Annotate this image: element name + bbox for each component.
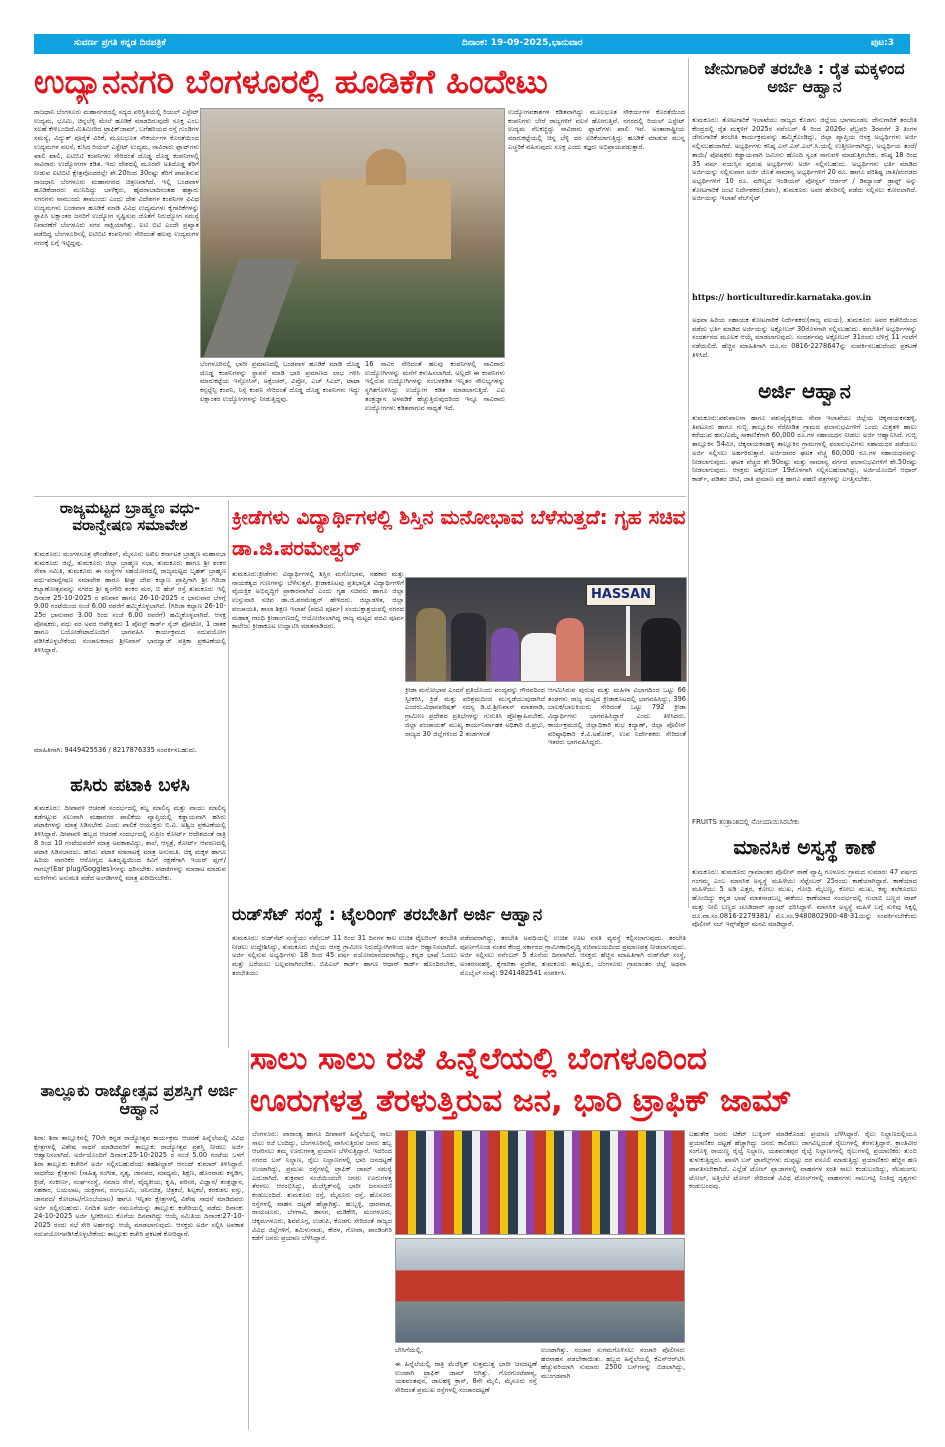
lead-headline: ಉದ್ಯಾನನಗರಿ ಬೆಂಗಳೂರಲ್ಲಿ ಹೂಡಿಕೆಗೆ ಹಿಂದೇಟು <box>34 62 548 101</box>
lead-story-column-4: ಉದ್ಯೋಗವಕಾಶಗಳ ಕಡಿತವಾಗಿದ್ದು ಮೂಲಭೂತ ಸೌಕರ್ಯಗಳ ಕೊರತೆಯಿಂದ ಕಂಪನಿಗಳು ಬೇರೆ ರಾಜ್ಯಗಳಿಗೆ ವಲಸೆ ಹೋಗುತ್ತಿವೆ. ನಗರದಲ್ಲಿ ರಿಯಲ್ ಎಸ್ಟೇಟ್ ಉದ್ಯಮ ನೆಲಕಚ್ಚಿದ್ದು ಸಾವಿರಾರು ಫ್ಲಾಟ್‌ಗಳು ಖಾಲಿ ಇವೆ. ಅಂತಾರಾಷ್ಟ್ರೀಯ ಮಾರುಕಟ್ಟೆಯಲ್ಲಿ ಚಿನ್ನ ಬೆಳ್ಳಿ ದರ ಏರಿಕೆಯಾಗುತ್ತಿದ್ದು ಹೂಡಿಕೆ ಮಾಡುವ ಮುನ್ನ ಎಚ್ಚರಿಕೆ ವಹಿಸುವುದು ಸೂಕ್ತ ಎಂದು ತಜ್ಞರು ಅಭಿಪ್ರಾಯಪಡುತ್ತಾರೆ. <box>508 108 685 151</box>
green-crackers-headline: ಹಸಿರು ಪಟಾಕಿ ಬಳಸಿ <box>70 775 190 796</box>
green-crackers-body: ತುಮಕೂರು: ದೀಪಾವಳಿ ಆಚರಣೆ ಸಂದರ್ಭದಲ್ಲಿ ಶಬ್ದ ಮಾಲಿನ್ಯ ಮತ್ತು ವಾಯು ಮಾಲಿನ್ಯ ತಡೆಗಟ್ಟುವ ಸಲುವಾಗಿ ಮಹಾನಗರ ಪಾಲಿಕೆಯ ವ್ಯಾಪ್ತಿಯಲ್ಲಿ ಕಡ್ಡಾಯವಾಗಿ ಹಸಿರು ಪಟಾಕಿಗಳನ್ನು ಮಾತ್ರ ಸಿಡಿಸಬೇಕು ಎಂದು ಪಾಲಿಕೆ ಆಯುಕ್ತರು ಬಿ.ವಿ. ಅಶ್ವಿಜ ಪ್ರಕಟಣೆಯಲ್ಲಿ ತಿಳಿಸಿದ್ದಾರೆ. ದೀಪಾವಳಿ ಹಬ್ಬದ ಆಚರಣೆ ಸಂದರ್ಭದಲ್ಲಿ ಸುಪ್ರೀಂ ಕೋರ್ಟ್ ಆದೇಶದಂತೆ ರಾತ್ರಿ 8 ರಿಂದ 10 ಗಂಟೆಯವರೆಗೆ ಮಾತ್ರ ಅವಕಾಶವಿದ್ದು, ಶಾಲೆ, ಆಸ್ಪತ್ರೆ, ಕೋರ್ಟ್ ಆವರಣದಲ್ಲಿ ಪಟಾಕಿ ಸಿಡಿಸಬಾರದು. ಹಸಿರು ಪಟಾಕಿ ಮಾರಾಟಕ್ಕೆ ಮಾತ್ರ ಅನುಮತಿ. ಚಿಕ್ಕ ಮಕ್ಕಳ ಹಾಗೂ ಹಿರಿಯ ನಾಗರಿಕರ ಆರೋಗ್ಯದ ಹಿತದೃಷ್ಟಿಯಿಂದ ಕಿವಿಗೆ ರಕ್ಷಣೆಗಾಗಿ ಇಯರ್ ಪ್ಲಗ್/ಗಾಗಲ್ಸ್(Ear plug/Goggles)ಗಳನ್ನು ಧರಿಸಬೇಕು. ಪಟಾಕಿಗಳನ್ನು ಮಾರಾಟ ಮಾಡುವ ಮಳಿಗೆಗಳು ಅನುಮತಿ ಪಡೆದ ಅಂಗಡಿಗಳಲ್ಲಿ ಮಾತ್ರ ಖರೀದಿಸಬೇಕು. <box>34 804 226 882</box>
traffic-headline-line-2: ಊರುಗಳತ್ತ ತೆರಳುತ್ತಿರುವ ಜನ, ಭಾರಿ ಟ್ರಾಫಿಕ್ ಜಾಮ್ <box>250 1083 792 1119</box>
column-divider <box>228 500 229 1048</box>
person-shape <box>416 608 446 682</box>
rajyotsava-award-body: ಶಿರಾ: ಶಿರಾ ತಾಲ್ಲೂಕಿನಲ್ಲಿ 70ನೇ ಕನ್ನಡ ರಾಜ್ಯೋತ್ಸವ ಕಾರ್ಯಕ್ರಮ ಆಚರಣೆ ಹಿನ್ನೆಲೆಯಲ್ಲಿ ವಿವಿಧ ಕ್ಷೇತ್ರಗಳಲ್ಲಿ ವಿಶೇಷ ಸಾಧನೆ ಮಾಡಿದವರಿಗೆ ತಾಲ್ಲೂಕು ರಾಜ್ಯೋತ್ಸವ ಪ್ರಶಸ್ತಿ ನೀಡಲು ಅರ್ಜಿ ಆಹ್ವಾನಿಸಲಾಗಿದೆ. ಅರ್ಜಿಯೊಂದಿಗೆ ದಿನಾಂಕ:25-10-2025 ರ ಸಂಜೆ 5.00 ಗಂಟೆಯ ಒಳಗೆ ಶಿರಾ ತಾಲ್ಲೂಕು ಕಚೇರಿಗೆ ಅರ್ಜಿ ಸಲ್ಲಿಸಬಹುದೆಂದು ತಹಶೀಲ್ದಾರ್ ಆನಂದ್ ಕುಮಾರ್ ತಿಳಿಸಿದ್ದಾರೆ. ಸಾಧನೆಯ ಕ್ಷೇತ್ರಗಳು (ಸಾಹಿತ್ಯ ಸಂಗೀತ, ನೃತ್ಯ, ಜಾನಪದ, ಮಾಧ್ಯಮ, ಶಿಕ್ಷಣ, ಹೊರನಾಡು ಕನ್ನಡಿಗ, ಕ್ರೀಡೆ, ಸಂಕೀರ್ಣ, ಸಂಘ-ಸಂಸ್ಥೆ, ಸಮಾಜ ಸೇವೆ, ವೈದ್ಯಕೀಯ, ಕೃಷಿ, ಪರಿಸರ, ವಿಜ್ಞಾನ/ ತಂತ್ರಜ್ಞಾನ, ಸಹಕಾರ, ಬಯಲಾಟ, ಯಕ್ಷಗಾನ, ರಂಗಭೂಮಿ, ಚಲನಚಿತ್ರ, ಚಿತ್ರಕಲೆ, ಶಿಲ್ಪಕಲೆ, ಕರಕುಶಲ ವಸ್ತು, ಜಾನಪದ/ ಕೋಲಾಟ/ಗೊಂಬೆಯಾಟ) ಹಾಗೂ ಇನ್ನಿತರ ಕ್ಷೇತ್ರಗಳಲ್ಲಿ ವಿಶೇಷ ಸಾಧನೆ ಮಾಡಿದವರು ಅರ್ಜಿ ಸಲ್ಲಿಸಬಹುದು. ನಿಗದಿತ ಅರ್ಜಿ ನಮೂನೆಯನ್ನು ತಾಲ್ಲೂಕು ಕಚೇರಿಯಲ್ಲಿ ಪಡೆದು ದಿನಾಂಕ: 24-10-2025 ಅರ್ಜಿ ಸ್ವೀಕರಿಸಲು ಕೊನೆಯ ದಿನವಾಗಿದ್ದು ಆಯ್ಕೆ ಸಮಿತಿಯ ದಿನಾಂಕ:27-10-2025 ರಂದು ಸಭೆ ಸೇರಿ ಅರ್ಹರನ್ನು ಆಯ್ಕೆ ಮಾಡಲಾಗುವುದು. ಆಸಕ್ತರು ಅರ್ಜಿ ಸಲ್ಲಿಸಿ ಅವಕಾಶ ಸದುಪಯೋಗಪಡಿಸಿಕೊಳ್ಳಬೇಕೆಂದು ತಾಲ್ಲೂಕು ಕಚೇರಿ ಪ್ರಕಟಣೆ ಕೋರಿದ್ದಾರೆ. <box>34 1134 244 1238</box>
lead-photo-caption: ಬೆಂಗಳೂರಿನಲ್ಲಿ ಭಾರೀ ಪ್ರಮಾಣದಲ್ಲಿ ಬಂಡವಾಳ ಹೂಡಿಕೆ ಮಾಡಿ ದೊಡ್ಡ ದೊಡ್ಡ ಕಂಪನಿಗಳನ್ನು ಸ್ಥಾಪನೆ ಮಾಡಿ ಭಾರಿ ಪ್ರಮಾಣದ ಲಾಭ ಗಳಿಸಿ ಮಾರುಕಟ್ಟೆಯ ಇನ್ಫೋಸಿಸ್, ಅಕ್ಸೆಂಚರ್, ವಿಪ್ರೋ, ಎಚ್ ಸಿಎಲ್, ಟಾಟಾ ಕನ್ಸಲ್ಟೆನ್ಸಿ ಕಂಪನಿ, ನಿಸ್ಸೆ ಕಂಪನಿ ಸೇರಿದಂತೆ ದೊಡ್ಡ ದೊಡ್ಡ ಕಂಪನಿಗಳು ಇದ್ದು ಲಕ್ಷಾಂತರ ಉದ್ಯೋಗಗಳನ್ನು ನೀಡುತ್ತಿದ್ದವು. <box>200 360 360 403</box>
paper-name: ಸುವರ್ಣ ಪ್ರಗತಿ ಕನ್ನಡ ದಿನಪತ್ರಿಕೆ <box>74 38 166 48</box>
masthead-bar <box>34 34 910 54</box>
sports-event-photo <box>405 577 687 682</box>
section-divider <box>34 496 686 497</box>
matrimony-meet-body: ತುಮಕೂರು: ಮಂಗಳಸೂತ್ರ ಫೌಂಡೇಶನ್, ಮೈಸೂರು ಅಖಿಲ ಕರ್ನಾಟಕ ಬ್ರಾಹ್ಮಣ ಮಹಾಸಭಾ ತುಮಕೂರು ಜಿಲ್ಲೆ, ತುಮಕೂರು ಜಿಲ್ಲಾ ಬ್ರಾಹ್ಮಣ ಸಭಾ, ತುಮಕೂರು ಹಾಗೂ ಶ್ರೀ ಶಂಕರ ಸೇವಾ ಸಮಿತಿ, ತುಮಕೂರು ಈ ಸಂಸ್ಥೆಗಳ ಸಹಯೋಗದಲ್ಲಿ ರಾಜ್ಯಮಟ್ಟದ ಬೃಹತ್ ಬ್ರಾಹ್ಮಣ ವಧು-ವರಾನ್ವೇಷಣ ಸಮಾವೇಶ ಹಾಗೂ ಶೀಘ್ರ ದೇವ ಕಲ್ಯಾಣ ಪ್ರಾಪ್ತಿಗಾಗಿ ಶ್ರೀ ಗಿರಿಜಾ ಕಲ್ಯಾಣೋತ್ಸವವನ್ನು ನಗರದ ಶ್ರೀ ಶೃಂಗೇರಿ ಶಂಕರ ಮಠ, ಬಿ ಹೆಚ್ ರಸ್ತೆ ತುಮಕೂರು ಇಲ್ಲಿ ದಿನಾಂಕ 25-10-2025 ರ ಶನಿವಾರ ಹಾಗೂ 26-10-2025 ರ ಭಾನುವಾರ ಬೆಳಗ್ಗೆ 9.00 ಗಂಟೆಯಿಂದ ಸಂಜೆ 6.00 ರವರೆಗೆ ಹಮ್ಮಿಕೊಳ್ಳಲಾಗಿದೆ. (ಗಿರಿಜಾ ಕಲ್ಯಾಣ 26-10-25ರ ಭಾನುವಾರ 3.00 ರಿಂದ ಸಂಜೆ 6.00 ರವರೆಗೆ) ಹಮ್ಮಿಕೊಳ್ಳಲಾಗಿದೆ. ಆಸಕ್ತ ಪೋಷಕರು, ವಧು ವರ ಅವರ ಆಪೇಕ್ಷಿತರು 1 ಪೋಸ್ಟ್ ಕಾರ್ಡ್ ಸೈಜ್ ಫೋಟೋ, 1 ಜಾತಕ ಹಾಗೂ ಬಯೋಡೇಟಾದೊಂದಿಗೆ ಭಾಗವಹಿಸಿ ಕಾರ್ಯಕ್ರಮದ ಸದುಪಯೋಗ ಪಡಿಸಿಕೊಳ್ಳಬೇಕೆಂದು ಸಂಚಾಲಕರಾದ ಶ್ರೀನಿವಾಸ್ ಭಾರದ್ವಾಜ್ ಪತ್ರಿಕಾ ಪ್ರಕಟಣೆಯಲ್ಲಿ ತಿಳಿಸಿದ್ದಾರೆ. <box>34 550 226 654</box>
sign-pole <box>626 606 630 676</box>
person-shape <box>491 628 519 682</box>
person-shape <box>556 618 584 682</box>
traffic-story-column-3: ಬಹುತೇಕ ಜನರು ಟಿಕೆಟ್ ಬುಕ್ಕಿಂಗ್ ಮಾಡಿಕೊಂಡು ಪ್ರಯಾಣ ಬೆಳೆಸಿದ್ದಾರೆ. ರೈಲು ನಿಲ್ದಾಣದಲ್ಲಿಯೂ ಪ್ರಯಾಣಿಕರ ದಟ್ಟಣೆ ಹೆಚ್ಚಾಗಿದ್ದು ಜನರು ಕಾಲಿಡಲು ಜಾಗವಿಲ್ಲದಂತೆ ರೈಲುಗಳಲ್ಲಿ ತೆರಳುತ್ತಿದ್ದಾರೆ. ಕ್ರಾಂತಿವೀರ ಸಂಗೊಳ್ಳಿ ರಾಯಣ್ಣ ರೈಲ್ವೆ ನಿಲ್ದಾಣ, ಯಶವಂತಪುರ ರೈಲ್ವೆ ನಿಲ್ದಾಣಗಳಲ್ಲಿ ರೈಲುಗಳಲ್ಲಿ ಪ್ರಯಾಣಿಕರು ತುಂಬಿ ತುಳುಕುತ್ತಿದ್ದರು. ಖಾಸಗಿ ಬಸ್ ಟ್ರಾವೆಲ್ಸ್‌ಗಳು ದುಪ್ಪಟ್ಟು ದರ ವಸೂಲಿ ಮಾಡುತ್ತಿದ್ದು ಪ್ರಯಾಣಿಕರು ಹೆಚ್ಚಿನ ಹಣ ಪಾವತಿಸಬೇಕಾಗಿದೆ. ಎಲ್ಲೆಡೆ ಟೋಲ್ ಪ್ಲಾಜಾಗಳಲ್ಲಿ ವಾಹನಗಳ ಸರತಿ ಸಾಲು ಕಂಡುಬಂದಿದ್ದು, ನೆಲಮಂಗಲ ಟೋಲ್, ಅತ್ತಿಬೆಲೆ ಟೋಲ್ ಸೇರಿದಂತೆ ವಿವಿಧ ಟೋಲ್‌ಗಳಲ್ಲಿ ವಾಹನಗಳು ಸಾಲುಗಟ್ಟಿ ನಿಂತಿದ್ದ ದೃಶ್ಯಗಳು ಕಂಡುಬಂದವು. <box>689 1130 917 1191</box>
sports-headline: ಕ್ರೀಡೆಗಳು ವಿದ್ಯಾರ್ಥಿಗಳಲ್ಲಿ ಶಿಸ್ತಿನ ಮನೋಭಾವ ಬೆಳೆಸುತ್ತದೆ: ಗೃಹ ಸಚಿವ ಡಾ.ಜಿ.ಪರಮೇಶ್ವರ್ <box>232 505 686 560</box>
sports-story-column-1: ತುಮಕೂರು:ಕ್ರೀಡೆಗಳು ವಿದ್ಯಾರ್ಥಿಗಳಲ್ಲಿ ಶಿಸ್ತಿನ ಮನೋಭಾವ, ಸಹಕಾರ ಮತ್ತು ನಾಯಕತ್ವದ ಗುಣಗಳನ್ನು ಬೆಳೆಸುತ್ತವೆ. ಕ್ರೀಡಾಕೂಟವು ಪ್ರತಿಭಾನ್ವಿತ ವಿದ್ಯಾರ್ಥಿಗಳಿಗೆ ವೈಯಕ್ತಿಕ ಅಭಿವೃದ್ಧಿಗೆ ಪ್ರಾಕಾರವಾಗಿದೆ ಎಂದು ಗೃಹ ಸಚಿವರು ಹಾಗೂ ಜಿಲ್ಲಾ ಉಸ್ತುವಾರಿ ಸಚಿವ ಡಾ.ಜಿ.ಪರಮೇಶ್ವರ್ ಹೇಳಿದರು. ಜಿಲ್ಲಾಡಳಿತ, ಜಿಲ್ಲಾ ಪಂಚಾಯತಿ, ಶಾಲಾ ಶಿಕ್ಷಣ ಇಲಾಖೆ (ಪದವಿ ಪೂರ್ವ) ಸಂಯುಕ್ತಾಶ್ರಯದಲ್ಲಿ ನಗರದ ಮಹಾತ್ಮ ಗಾಂಧಿ ಕ್ರೀಡಾಂಗಣದಲ್ಲಿ ಆಯೋಜಿಸಲಾಗಿದ್ದ ರಾಜ್ಯ ಮಟ್ಟದ ಪದವಿ ಪೂರ್ವ ಕಾಲೇಜು ಕ್ರೀಡಾಕೂಟ ಉದ್ಘಾಟಿಸಿ ಮಾತನಾಡಿದರು. <box>232 570 404 631</box>
building-shape <box>321 179 451 259</box>
missing-woman-body: ತುಮಕೂರು: ತುಮಕೂರು ಗ್ರಾಮಾಂತರ ಪೊಲೀಸ್ ಠಾಣೆ ವ್ಯಾಪ್ತಿ ಗೂಳೂರು ಗ್ರಾಮದ ಸುಮಾರು 47 ವರ್ಷದ ಗಂಗಮ್ಮ ಎಂಬ ಮಾನಸಿಕ ಅಸ್ವಸ್ಥೆ ಮಹಿಳೆಯು ಸೆಪ್ಟೆಂಬರ್ 25ರಂದು ಕಾಣೆಯಾಗಿದ್ದಾರೆ. ಕಾಣೆಯಾದ ಮಹಿಳೆಯು 5 ಅಡಿ ಎತ್ತರ, ಕೋಲು ಮುಖ, ಗೋಧಿ ಮೈಬಣ್ಣ, ಕೋಲು ಮುಖ, ಕಪ್ಪು ತಲೆಕೂದಲು ಹೊಂದಿದ್ದು ಕನ್ನಡ ಭಾಷೆ ಮಾತನಾಡಬಲ್ಲ ಈಕೆಯು ಕಾಣೆಯಾದ ಸಂದರ್ಭದಲ್ಲಿ ಗುಲಾಬಿ ಬಣ್ಣದ ಟಾಪ್ ಮತ್ತು ನೀಲಿ ಬಣ್ಣದ ಚೂಡಿದಾರ್ ಪ್ಯಾಂಟ್ ಧರಿಸಿದ್ದಾಳೆ. ಮಾನಸಿಕ ಅಸ್ವಸ್ಥೆ ಮಹಿಳೆ ಬಗ್ಗೆ ಸುಳಿವು ಸಿಕ್ಕಲ್ಲಿ ದೂ.ವಾ.ಸಂ.0816-2279381/ ಮೊ.ಸಂ.9480802900-48-31ಯನ್ನು ಸಂಪರ್ಕಿಸಬೇಕೆಂದು ಪೊಲೀಸ್ ಸಬ್ ಇನ್ಸ್‌ಪೆಕ್ಟರ್ ಮನವಿ ಮಾಡಿದ್ದಾರೆ. <box>692 868 917 929</box>
bangalore-vidhana-soudha-photo <box>200 108 505 358</box>
honeybee-training-headline: ಜೇನುಗಾರಿಕೆ ತರಬೇತಿ : ರೈತ ಮಕ್ಕಳಿಂದ ಅರ್ಜಿ ಆಹ್ವಾನ <box>704 59 905 97</box>
matrimony-meet-contact: ಮಾಹಿತಿಗಾಗಿ: 9449425536 / 8217876335 ಸಂಪರ್ಕಿಸಬಹುದು. <box>34 746 198 754</box>
matrimony-meet-headline: ರಾಜ್ಯಮಟ್ಟದ ಬ್ರಾಹ್ಮಣ ವಧು-ವರಾನ್ವೇಷಣ ಸಮಾವೇಶ <box>59 499 201 535</box>
traffic-caption-2: ಈ ಹಿನ್ನೆಲೆಯಲ್ಲಿ ರಾತ್ರಿ ಮೆಜೆಸ್ಟಿಕ್ ಸುತ್ತಮುತ್ತ ಭಾರೀ ಜನದಟ್ಟಣೆ ಉಂಟಾಗಿ ಟ್ರಾಫಿಕ್ ಜಾಮ್ ಆಗಿತ್ತು. ಗೊರಗುಂಟೆಪಾಳ್ಯ, ಯಶವಂತಪುರ, ಜಾಲಹಳ್ಳಿ ಕ್ರಾಸ್, 8ನೇ ಮೈಲಿ, ಮೈಸೂರು ರಸ್ತೆ ಸೇರಿದಂತೆ ಪ್ರಮುಖ ರಸ್ತೆಗಳಲ್ಲಿ ಸಂಚಾರದಟ್ಟಣೆ <box>395 1360 537 1395</box>
sports-story-column-3: ಆಗಮಿಸಿರುವ ಪುರುಷ ಮತ್ತು ಮಹಿಳಾ ವಿಭಾಗದಿಂದ ಒಟ್ಟು 66 ತಂಡಗಳು ರಾಜ್ಯ ಮಟ್ಟದ ಕ್ರೀಡಾಕೂಟದಲ್ಲಿ ಭಾಗವಹಿಸಿದ್ದು, 396 ಬಾಲಕ/ಬಾಲಕಿಯರು ಸೇರಿದಂತೆ ಒಟ್ಟು 792 ಕ್ರೀಡಾ ವಿದ್ಯಾರ್ಥಿಗಳು ಭಾಗವಹಿಸಿದ್ದಾರೆ ಎಂದು ತಿಳಿಸಿದರು. ಕಾರ್ಯಕ್ರಮದಲ್ಲಿ ಜಿಲ್ಲಾಧಿಕಾರಿ ಶುಭ ಕಲ್ಯಾಣ್, ಜಿಲ್ಲಾ ಪೊಲೀಸ್ ವರಿಷ್ಠಾಧಿಕಾರಿ ಕೆ.ವಿ.ಅಶೋಕ್, ಉಪ ನಿರ್ದೇಶಕರು ಸೇರಿದಂತೆ ಇತರರು ಭಾಗವಹಿಸಿದ್ದರು. <box>548 686 686 747</box>
horticulture-website-link[interactable]: https:// horticulturedir.karnataka.gov.in <box>692 292 872 302</box>
tailoring-training-column-2: ಪಡೆದವರಾಗಿದ್ದು, ತರಬೇತಿ ಅವಧಿಯಲ್ಲಿ ಉಚಿತ ಊಟ ವಸತಿ ವ್ಯವಸ್ಥೆ ಕಲ್ಪಿಸಲಾಗುವುದು. ತರಬೇತಿ ಪೂರ್ಣಗೊಂಡ ನಂತರ ಕೇಂದ್ರ ಸರ್ಕಾರದ ಗ್ರಾಮೀಣಾಭಿವೃದ್ಧಿ ಸಚಿವಾಲಯದಿಂದ ಪ್ರಮಾಣಪತ್ರ ನೀಡಲಾಗುವುದು. ಅರ್ಜಿ ಸಲ್ಲಿಸಲು ನವೆಂಬರ್ 5 ಕೊನೆಯ ದಿನವಾಗಿದೆ. ಆಸಕ್ತರು ಹೆಚ್ಚಿನ ಮಾಹಿತಿಗಾಗಿ ರುಡ್‌ಸೆಟ್ ಸಂಸ್ಥೆ, ಅಂತರಸನಹಳ್ಳಿ, ಕೈಗಾರಿಕಾ ಪ್ರದೇಶ, ತುಮಕೂರು ತಾಲ್ಲೂಕು, ಬೆಂಗಳೂರು ಗ್ರಾಮಾಂತರ ಜಿಲ್ಲೆ ಅಥವಾ ಮೊಬೈಲ್ ಸಂಖ್ಯೆ: 9241482541 ಸಂಪರ್ಕಿಸಿ. <box>460 934 686 977</box>
fruits-registration-note: FRUITS ತಂತ್ರಾಂಶದಲ್ಲಿ ನೋಂದಾಯಿಸಿರಬೇಕು <box>692 818 800 826</box>
column-divider <box>248 1050 249 1430</box>
person-shape <box>641 618 681 682</box>
sports-photo-caption: ಕ್ರೀಡಾ ಮನೋಭಾವ ಎಂದರೆ ಪ್ರತಿಯೊಂದು ಪಂದ್ಯವನ್ನು ಗೌರವದಿಂದ ಸ್ವೀಕರಿಸಿ, ಕ್ರಿಡೆ ಮತ್ತು ಪರಿಶ್ರಮದಿಂದ ಮುನ್ನಡೆಯುವುದಾಗಿದೆ ಎಂದರು.ವಿಧಾನಪರಿಷತ್ ಸದಸ್ಯ ಡಿ.ಟಿ.ಶ್ರೀನಿವಾಸ್ ಮಾತನಾಡಿ, ಗ್ರಾಮೀಣ ಪ್ರದೇಶದ ಪ್ರತಿಭೆಗಳನ್ನು ಗುರುತಿಸಿ ಪ್ರೋತ್ಸಾಹಿಸಬೇಕು. ಜಿಲ್ಲಾ ಪಂಚಾಯತ್ ಮುಖ್ಯ ಕಾರ್ಯನಿರ್ವಾಹಕ ಅಧಿಕಾರಿ ಜಿ.ಪ್ರಭು, ರಾಜ್ಯದ 30 ಜಿಲ್ಲೆಗಳಿಂದ 2 ತಂಡಗಳಂತೆ <box>405 686 545 738</box>
crowd-at-bus-station-photo <box>395 1130 685 1235</box>
tailoring-training-headline: ರುಡ್‌ಸೆಟ್ ಸಂಸ್ಥೆ : ಟೈಲರಿಂಗ್ ತರಬೇತಿಗೆ ಅರ್ಜಿ ಆಹ್ವಾನ <box>232 906 543 925</box>
tailoring-training-column-1: ತುಮಕೂರು: ರುಡ್‌ಸೆಟ್ ಸಂಸ್ಥೆಯು ನವೆಂಬರ್ 11 ರಿಂದ 31 ದಿನಗಳ ಕಾಲ ಉಚಿತ ಟೈಲರಿಂಗ್ ತರಬೇತಿ ನೀಡಲು ಉದ್ದೇಶಿಸಿದ್ದು, ತುಮಕೂರು ಜಿಲ್ಲೆಯ ಆಸಕ್ತ ಗ್ರಾಮೀಣ ನಿರುದ್ಯೋಗಿಗಳಿಂದ ಅರ್ಜಿ ಆಹ್ವಾನಿಸಲಾಗಿದೆ. ಅರ್ಜಿ ಸಲ್ಲಿಸುವ ಅಭ್ಯರ್ಥಿಗಳು 18 ರಿಂದ 45 ವರ್ಷ ವಯೋಮಾನದವರಾಗಿದ್ದು, ಕನ್ನಡ ಭಾಷೆ ಓದಲು ಮತ್ತು ಬರೆಯಲು ಬಲ್ಲವರಾಗಿರಬೇಕು. ಬಿಪಿಎಲ್ ಕಾರ್ಡ್ ಹಾಗೂ ಆಧಾರ್ ಕಾರ್ಡ್ ಹೊಂದಿರಬೇಕು, ತರಬೇತಿಯು <box>232 934 457 977</box>
lead-story-column-1: ರಾಜಧಾನಿ ಬೆಂಗಳೂರು ಮಹಾನಗರದಲ್ಲಿ ಸದ್ಯದ ಪರಿಸ್ಥಿತಿಯಲ್ಲಿ ರಿಯಲ್ ಎಸ್ಟೇಟ್ ಉದ್ಯಮ, ಭೂಮಿ, ಚಿನ್ನಬೆಳ್ಳಿ ಮೇಲೆ ಹೂಡಿಕೆ ಮಾಡದಿರುವುದೇ ಸೂಕ್ತ ಎಂಬ ಸಲಹೆ ಕೇಳಿಬಂದಿದೆ.ಮಿತಿಮೀರಿದ ಟ್ರಾಫಿಕ್‌ಜಾಮ್, ಬಗೆಹರಿಯದ ರಸ್ತೆ ಗುಂಡಿಗಳ ಸಮಸ್ಯೆ, ವಿದ್ಯುತ್ ಪೂರೈಕೆ ವಿರಿಕೆ, ಮೂಲಭೂತ ಸೌಕರ್ಯಗಳ ಕೊರತೆಯಿಂದ ಉದ್ಯಮಗಳ ವಲಸೆ, ಕುಸಿದ ರಿಯಲ್ ಎಸ್ಟೇಟ್ ಉದ್ಯಮ, ಸಾವಿರಾರು ಫ್ಲಾಟ್‌ಗಳು ಖಾಲಿ ಖಾಲಿ, ಐಟಿಬಿಟಿ ಕಂಪನಿಗಳು ಸೇರಿದಂತೆ ದೊಡ್ಡ ದೊಡ್ಡ ಕಂಪನಿಗಳಲ್ಲಿ ಸಾವಿರಾರು ಉದ್ಯೋಗಗಳ ಕಡಿತ. ಇದು ದೇಶದಲ್ಲಿ ಮೂರನೇ ಅತಿದೊಡ್ಡ ತೆರಿಗೆ ನೀಡುವ ಐಟಿಬಿಟಿ ಕ್ಷೇತ್ರವೊಂದರಲ್ಲೇ ಶೇ.20ರಿಂದ 30ರಷ್ಟು ತೆರಿಗೆ ಪಾವತಿಸುವ ರಾಜಧಾನಿ ಬೆಂಗಳೂರು ಮಹಾನಗರದ ಚಿತ್ರಣವಾಗಿದೆ. ಇಲ್ಲಿ ಬಂಡವಾಳ ಹೂಡಿಕೆದಾರರು ಮುನಿದಿದ್ದು ಬಾಳೆಕ್ಕರು, ಹೈದರಾಬಾದಿನಂತಹ ಹತ್ತಾರು ನಗರಗಳು ನಾಮುಂದು ತಾಮುಂದು ಎಂದು ದೇಶ ವಿದೇಶಗಳ ಕಂಪನಿಗಳ ವಿವಿಧ ಉದ್ಯಮಗಳು ಬಂಡವಾಳ ಹೂಡಿಕೆ ಮಾಡಿ ವಿವಿಧ ಉದ್ಯಮಗಳು ಕೈಗಾರಿಕೆಗಳನ್ನು ಸ್ಥಾಪಿಸಿ ಲಕ್ಷಾಂತರ ಜನರಿಗೆ ಉದ್ಯೋಗ ಸೃಷ್ಟಿಸುವ ಜೊತೆಗೆ ನಿರುದ್ಯೋಗ ಸಮಸ್ಯೆ ನಿವಾರಣೆಗೆ ಬೆಂಗಳೂರು ನಗರ ಸಾಕ್ಷಿಯಾಗಿತ್ತು. ಐಟಿ ಬಿಟಿ ಎಂದೇ ಪ್ರಖ್ಯಾತ ಪಡೆದಿದ್ದ ಬೆಂಗಳೂರಿನಲ್ಲಿ ಐಟಿಬಿಟಿ ಕಂಪನಿಗಳು ಸೇರಿದಂತೆ ಹಲವು ಉದ್ಯಮಗಳ ನಗರಕ್ಕೆ ಲಗ್ಗೆ ಇಟ್ಟಿದ್ದವು. <box>34 108 199 247</box>
hassan-sign: HASSAN <box>586 584 656 606</box>
missing-woman-headline: ಮಾನಸಿಕ ಅಸ್ವಸ್ಥೆ ಕಾಣೆ <box>733 835 876 859</box>
rajyotsava-award-headline: ತಾಲ್ಲೂಕು ರಾಜ್ಯೋತ್ಸವ ಪ್ರಶಸ್ತಿಗೆ ಅರ್ಜಿ ಆಹ್ವಾನ <box>40 1081 238 1119</box>
honeybee-training-body-continued: ಅಥವಾ ಹಿರಿಯ ಸಹಾಯಕ ತೋಟಗಾರಿಕೆ ನಿರ್ದೇಶಕರು(ರಾಜ್ಯ ವಲಯ), ತುಮಕೂರು ಅವರ ಕಚೇರಿಯಿಂದ ಪಡೆದು ಭರ್ತಿ ಮಾಡಿದ ಅರ್ಜಿಯನ್ನು ಅಕ್ಟೋಬರ್ 30ರೊಳಗಾಗಿ ಸಲ್ಲಿಸಬಹುದು. ತರಬೇತಿಗೆ ಅಭ್ಯರ್ಥಿಗಳನ್ನು ಸಂದರ್ಶನದ ಮೂಲಕ ಆಯ್ಕೆ ಮಾಡಲಾಗುವುದು. ಸಂದರ್ಶನವು ಅಕ್ಟೋಬರ್ 31ರಂದು ಬೆಳಿಗ್ಗೆ 11 ಗಂಟೆಗೆ ನಡೆಯಲಿದೆ. ಹೆಚ್ಚಿನ ಮಾಹಿತಿಗಾಗಿ ದೂ.ಸಂ 0816-2278647ನ್ನು ಸಂಪರ್ಕಿಸಬಹುದೆಂದು ಪ್ರಕಟಣೆ ತಿಳಿಸಿದೆ. <box>692 316 917 359</box>
traffic-headline-line-1: ಸಾಲು ಸಾಲು ರಜೆ ಹಿನ್ನೆಲೆಯಲ್ಲಿ ಬೆಂಗಳೂರಿಂದ <box>250 1041 707 1077</box>
lead-story-column-3: 16 ಸಾವಿರ ಸೇರಿದಂತೆ ಹಲವು ಕಂಪನಿಗಳಲ್ಲಿ ಸಾವಿರಾರು ಉದ್ಯೋಗಿಗಳನ್ನು ಮನೆಗೆ ಕಳುಹಿಸಲಾಗಿದೆ. ಅಲ್ಲದೇ ಈ ಕಂಪನಿಗಳು ಇಲ್ಲಿರುವ ಉದ್ಯೋಗಿಗಳನ್ನು ಸಂಬಳಕಡಿತ ಇನ್ನಿತರ ಸೌಲಭ್ಯಗಳನ್ನು ಸ್ಥಗಿತಗೊಳಿಸಿದ್ದು ಉದ್ಯೋಗ ಕಡಿತ ಮಾಡಲಾಗುತ್ತಿದೆ. ಎಐ ತಂತ್ರಜ್ಞಾನ ಅಳವಡಿಕೆ ಹೆಚ್ಚುತ್ತಿರುವುದರಿಂದ ಇನ್ನೂ ಸಾವಿರಾರು ಉದ್ಯೋಗಗಳು ಕಡಿತವಾಗುವ ಸಾಧ್ಯತೆ ಇದೆ. <box>365 360 505 412</box>
application-invited-headline: ಅರ್ಜಿ ಆಹ್ವಾನ <box>758 379 851 403</box>
traffic-caption-1: ಬೇಸಿಗೆಯಲ್ಲಿ. <box>395 1346 423 1354</box>
person-shape <box>521 633 561 682</box>
issue-date: ದಿನಾಂಕ: 19-09-2025,ಭಾನುವಾರ <box>462 38 583 48</box>
column-divider <box>688 58 689 908</box>
traffic-story-column-1: ಬೆಂಗಳೂರು: ವಾರಾಂತ್ಯ ಹಾಗೂ ದೀಪಾವಳಿ ಹಿನ್ನೆಲೆಯಲ್ಲಿ ಸಾಲು ಸಾಲು ರಜೆ ಬಂದಿದ್ದು, ಬೆಂಗಳೂರಿನಲ್ಲಿ ವಾಸಿಸುತ್ತಿರುವ ಜನರು ಹಬ್ಬ ಆಚರಿಸಲು ತಮ್ಮ ಊರುಗಳತ್ತ ಪ್ರಯಾಣ ಬೆಳೆಸುತ್ತಿದ್ದಾರೆ. ಇದರಿಂದ ನಗರದ ಬಸ್ ನಿಲ್ದಾಣ, ರೈಲು ನಿಲ್ದಾಣಗಳಲ್ಲಿ ಭಾರಿ ಜನದಟ್ಟಣೆ ಉಂಟಾಗಿದ್ದು, ಪ್ರಮುಖ ರಸ್ತೆಗಳಲ್ಲಿ ಟ್ರಾಫಿಕ್ ಜಾಮ್ ಸಮಸ್ಯೆ ಎದುರಾಗಿದೆ. ಶುಕ್ರವಾರ ಸಂಜೆಯಿಂದಲೇ ಜನರು ಊರುಗಳತ್ತ ತೆರಳಲು ಆರಂಭಿಸಿದ್ದು, ಮೆಜೆಸ್ಟಿಕ್‌ನಲ್ಲಿ ಭಾರೀ ಜನಸಂದಣಿ ಕಂಡುಬಂದಿದೆ. ತುಮಕೂರು ರಸ್ತೆ, ಮೈಸೂರು ರಸ್ತೆ, ಹೊಸೂರು ರಸ್ತೆಗಳಲ್ಲಿ ವಾಹನ ದಟ್ಟಣೆ ಹೆಚ್ಚಾಗಿತ್ತು. ಹುಬ್ಬಳ್ಳಿ, ಧಾರವಾಡ, ರಾಯಚೂರು, ಬೆಳಗಾವಿ, ಹಾಸನ, ಮಡಿಕೇರಿ, ಮಂಗಳೂರು, ಚಿಕ್ಕಮಗಳೂರು, ಶಿವಮೊಗ್ಗ, ಉಡುಪಿ, ಕೊಡಗು ಸೇರಿದಂತೆ ರಾಜ್ಯದ ವಿವಿಧ ಜಿಲ್ಲೆಗಳಿಗೆ, ತಮಿಳುನಾಡು, ಕೇರಳ, ಗೋವಾ, ಪಾಂಡಿಚೇರಿ ಕಡೆಗೆ ಜನರು ಪ್ರಯಾಣ ಬೆಳೆಸಿದ್ದಾರೆ. <box>252 1130 392 1243</box>
page-number: ಪುಟ:3 <box>870 38 894 48</box>
application-invited-body: ತುಮಕೂರು:ಪಶುಪಾಲನಾ ಹಾಗೂ ಪಶುವೈದ್ಯಕೀಯ ಸೇವಾ ಇಲಾಖೆಯು ಜಿಲ್ಲೆಯ ಚಿಕ್ಕನಾಯಕನಹಳ್ಳಿ, ತಿಪಟೂರು ಹಾಗೂ ಗುಬ್ಬಿ ತಾಲ್ಲೂಕಿನ ನೆರೆಪೀಡಿತ ಗ್ರಾಮದ ಫಲಾನುಭವಿಗಳಿಗೆ ಒಂದು ಮಿಶ್ರತಳಿ ಹಾಲು ಕರೆಯುವ ಹಸು/ಎಮ್ಮೆ ಸಾಕಾಣಿಕೆಗಾಗಿ 60,000 ರೂ.ಗಳ ಸಹಾಯಧನ ನೀಡಲು ಅರ್ಜಿ ಆಹ್ವಾನಿಸಿದೆ. ಗುಬ್ಬಿ ತಾಲ್ಲೂಕಿನ 54ಮೀ, ಚಿಕ್ಕನಾಯಕನಹಳ್ಳಿ ತಾಲ್ಲೂಕಿನ ಗ್ರಾಮಗಳಲ್ಲಿ ಫಲಾನುಭವಿಗಳು ಸಹಾಯಧನ ಪಡೆಯಲು ಅರ್ಜಿ ಸಲ್ಲಿಸಲು ಅರ್ಹರಿರುತ್ತಾರೆ. ಅರ್ಜಿದಾರರ ಘಟಕ ವೆಚ್ಚ 60,000 ರೂ.ಗಳ ಸಹಾಯಧನವನ್ನು ನೀಡಲಾಗುವುದು. ಘಟಕ ವೆಚ್ಚದ ಶೇ.90ರಷ್ಟು ಮತ್ತು ಸಾಮಾನ್ಯ ವರ್ಗದ ಫಲಾನುಭವಿಗಳಿಗೆ ಶೇ.50ರಷ್ಟು ನೀಡಲಾಗುವುದು. ಆಸಕ್ತರು ಅಕ್ಟೋಬರ್ 19ರೊಳಗಾಗಿ ಸಲ್ಲಿಸಬಹುದಾಗಿದ್ದು, ಅರ್ಜಿಯೊಂದಿಗೆ ಆಧಾರ್ ಕಾರ್ಡ್, ಪಡಿತರ ಚೀಟಿ, ಜಾತಿ ಪ್ರಮಾಣ ಪತ್ರ ಹಾಗೂ ಪಹಣಿ ಪತ್ರಗಳನ್ನು ಲಗತ್ತಿಸಬೇಕು. <box>692 414 917 483</box>
traffic-caption-3: ಉಂಟಾಗಿತ್ತು. ಸಂಚಾರ ಸುಗಮಗೊಳಿಸಲು ಸಂಚಾರಿ ಪೊಲೀಸರು ಹರಸಾಹಸ ಪಡಬೇಕಾಯಿತು. ಹಬ್ಬದ ಹಿನ್ನೆಲೆಯಲ್ಲಿ ಕೆಎಸ್ಆರ್‌ಟಿಸಿ ಹೆಚ್ಚುವರಿಯಾಗಿ ಸುಮಾರು 2500 ಬಸ್‌ಗಳನ್ನು ಬಿಡಲಾಗಿದ್ದು, ಮುಂಗಡವಾಗಿ <box>541 1346 685 1381</box>
person-shape <box>451 613 486 682</box>
buses-at-depot-photo <box>395 1238 685 1343</box>
dome-shape <box>366 149 406 185</box>
honeybee-training-body: ತುಮಕೂರು: ತೋಟಗಾರಿಕೆ ಇಲಾಖೆಯು ರಾಜ್ಯದ ಕೊಡಗು ಜಿಲ್ಲೆಯ ಭಾಗಮಂಡಲ ಜೇನುಗಾರಿಕೆ ತರಬೇತಿ ಕೇಂದ್ರದಲ್ಲಿ ರೈತ ಮಕ್ಕಳಿಗೆ 2025ರ ನವೆಂಬರ್ 4 ರಿಂದ 2026ರ ಫೆಬ್ರವರಿ 3ರವರೆಗೆ 3 ತಿಂಗಳ ಜೇನುಗಾರಿಕೆ ತರಬೇತಿ ಕಾರ್ಯಕ್ರಮವನ್ನು ಹಮ್ಮಿಕೊಂಡಿದ್ದು, ಜಿಲ್ಲಾ ವ್ಯಾಪ್ತಿಯ ಆಸಕ್ತ ಅಭ್ಯರ್ಥಿಗಳು ಅರ್ಜಿ ಸಲ್ಲಿಸಬಹುದಾಗಿದೆ. ಅಭ್ಯರ್ಥಿಗಳು ಕನಿಷ್ಠ ಎಸ್.ಎಸ್.ಎಲ್.ಸಿ.ಯಲ್ಲಿ ಉತ್ತೀರ್ಣರಾಗಿದ್ದು, ಅಭ್ಯರ್ಥಿಯ ತಂದೆ/ತಾಯಿ/ ಪೋಷಕರು ಕಡ್ಡಾಯವಾಗಿ ಜಮೀನು ಹೊಂದಿ ಸ್ವಂತ ಸಾಗುವಳಿ ಮಾಡುತ್ತಿರಬೇಕು. ಕನಿಷ್ಠ 18 ರಿಂದ 35 ವರ್ಷ ವಯಸ್ಸಿನ ಪುರುಷ ಅಭ್ಯರ್ಥಿಗಳು ಅರ್ಜಿ ಸಲ್ಲಿಸಬಹುದು. ಅಭ್ಯರ್ಥಿಗಳು ಭರ್ತಿ ಮಾಡಿದ ಅರ್ಜಿಯನ್ನು ಸಲ್ಲಿಸುವಾಗ ಅರ್ಜಿ ಜೊತೆ ಸಾಮಾನ್ಯ ಅಭ್ಯರ್ಥಿಗಳಿಗೆ 20 ರೂ. ಹಾಗೂ ಪರಿಶಿಷ್ಟ ಜಾತಿ/ಪಂಗಡದ ಅಭ್ಯರ್ಥಿಗಳಿಗೆ 10 ರೂ. ಮೌಲ್ಯದ ಇಂಡಿಯನ್ ಪೋಸ್ಟಲ್ ಆರ್ಡರ್ / ಡಿಮ್ಯಾಂಡ್ ಡ್ರಾಫ್ಟ್ ಅನ್ನು ತೋಟಗಾರಿಕೆ ಜಂಟಿ ನಿರ್ದೇಶಕರು(ಜಿಪಂ), ತುಮಕೂರು ಅವರ ಹೆಸರಿನಲ್ಲಿ ಪಡೆದು ಸಲ್ಲಿಸಲು ಕೋರಲಾಗಿದೆ. ಅರ್ಜಿಯನ್ನು ಇಲಾಖೆ ವೆಬ್‌ಸೈಟ್ <box>692 116 917 203</box>
road-shape <box>203 259 299 358</box>
